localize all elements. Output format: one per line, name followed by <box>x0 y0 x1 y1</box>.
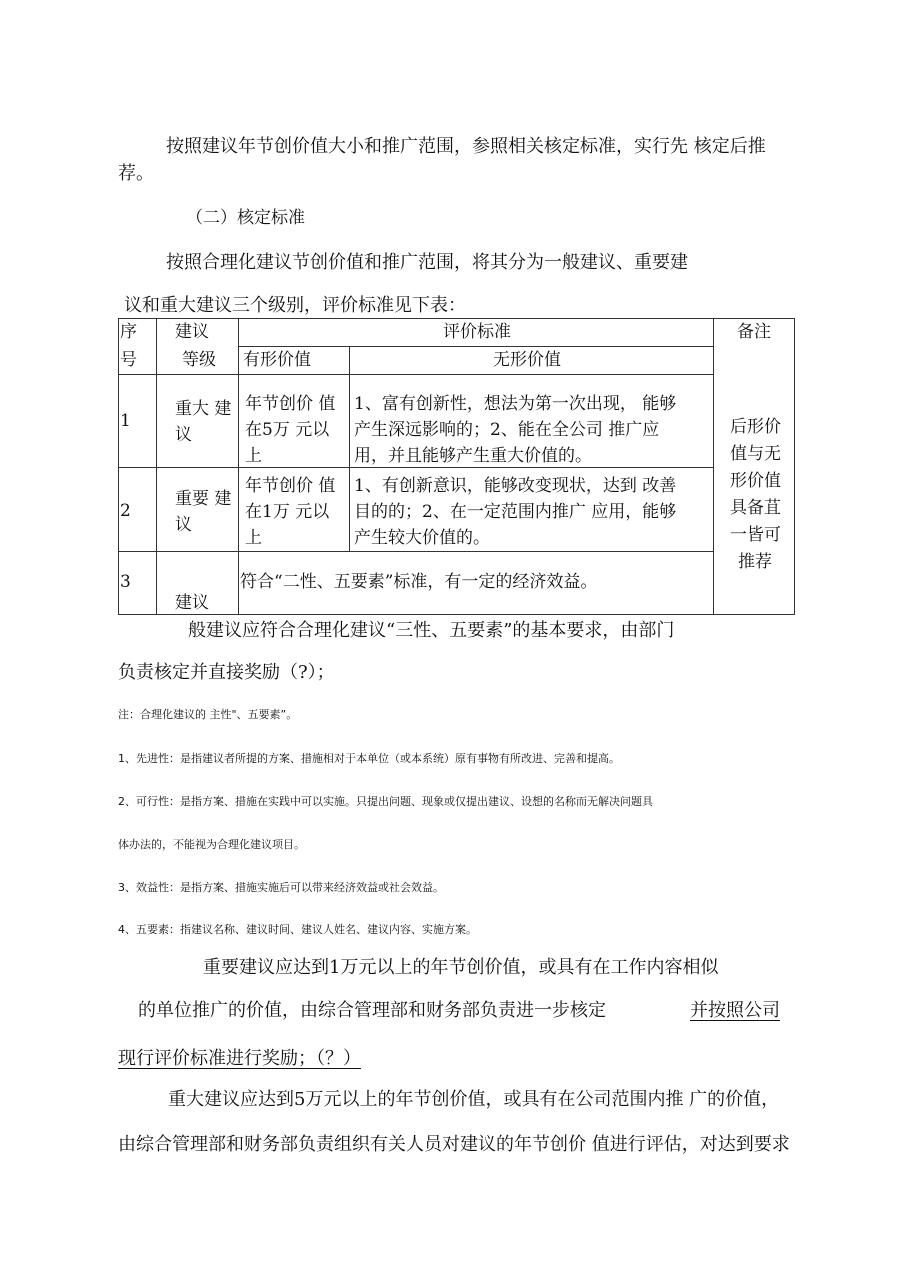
row2-tangible-1: 年节创价 值 <box>245 476 336 496</box>
remark-line-2: 值与无 <box>730 444 781 464</box>
header-remark: 备注 <box>737 322 771 342</box>
important-line-2-underlined: 并按照公司 <box>690 1000 780 1021</box>
row1-tangible-2: 在5万 元以 <box>245 420 330 440</box>
after-table-line-2: 负责核定并直接奖励（?）； <box>118 662 335 683</box>
para1-line-1: 按照合理化建议节创价值和推广范围，将其分为一般建议、重要建 <box>166 252 688 273</box>
row2-tangible-2: 在1万 元以 <box>245 502 330 522</box>
header-seq: 序 <box>120 322 137 342</box>
note-4: 4、五要素：指建议名称、建议时间、建议人姓名、建议内容、实施方案。 <box>118 923 477 936</box>
header-seq-2: 号 <box>120 350 137 370</box>
remark-line-6: 推荐 <box>738 552 772 572</box>
row2-intangible-2: 目的的；2、在一定范围内推广 应用，能够 <box>354 502 677 522</box>
notes-title: 注：合理化建议的 主性"、五要素”。 <box>118 708 298 721</box>
row2-tangible-3: 上 <box>245 528 262 548</box>
row3-merged-criteria: 符合“二性、五要素”标准，有一定的经济效益。 <box>240 572 598 592</box>
note-3: 3、效益性：是指方案、措施实施后可以带来经济效益或社会效益。 <box>118 881 444 894</box>
row3-seq: 3 <box>120 572 131 592</box>
row1-grade: 重大 建 <box>175 399 232 419</box>
remark-line-1: 后形价 <box>730 417 781 437</box>
row2-seq: 2 <box>120 501 131 521</box>
para1-line-2: 议和重大建议三个级别，评价标准见下表： <box>124 295 466 316</box>
header-intangible: 无形价值 <box>493 350 561 370</box>
header-grade: 建议 <box>175 322 209 342</box>
important-line-2: 的单位推广的价值，由综合管理部和财务部负责进一步核定 <box>138 1000 606 1021</box>
row3-grade: 建议 <box>175 593 209 613</box>
row1-seq: 1 <box>120 411 131 431</box>
remark-line-3: 形价值 <box>730 471 781 491</box>
row2-intangible-1: 1、有创新意识，能够改变现状，达到 改善 <box>354 476 677 496</box>
remark-line-5: 一皆可 <box>730 525 781 545</box>
row2-grade: 重要 建 <box>175 489 232 509</box>
note-2: 2、可行性：是指方案、措施在实践中可以实施。只提出问题、现象或仅提出建议、设想的名称而无解决问题具 <box>118 795 653 808</box>
header-tangible: 有形价值 <box>243 350 311 370</box>
row2-intangible-3: 产生较大价值的。 <box>354 528 490 548</box>
header-criteria: 评价标准 <box>443 322 511 342</box>
major-line-2: 由综合管理部和财务部负责组织有关人员对建议的年节创价 值进行评估，对达到要求 <box>118 1134 790 1155</box>
important-line-3-underlined: 现行评价标准进行奖励；（？） <box>118 1048 361 1069</box>
row1-intangible-2: 产生深远影响的；2、能在全公司 推广应 <box>354 420 660 440</box>
note-1: 1、先进性：是指建议者所提的方案、措施相对于本单位（或本系统）原有事物有所改进、完善和提高。 <box>118 752 620 765</box>
remark-line-4: 具备苴 <box>730 498 781 518</box>
row1-tangible-1: 年节创价 值 <box>245 394 336 414</box>
row2-grade-2: 议 <box>175 515 192 535</box>
row1-intangible-1: 1、富有创新性，想法为第一次出现， 能够 <box>354 394 677 414</box>
important-line-1: 重要建议应达到1万元以上的年节创价值，或具有在工作内容相似 <box>203 957 719 978</box>
major-line-1: 重大建议应达到5万元以上的年节创价值，或具有在公司范围内推 广的价值， <box>168 1089 780 1110</box>
row1-intangible-3: 用，并且能够产生重大价值的。 <box>354 446 592 466</box>
intro-line-2: 荐。 <box>118 163 154 184</box>
intro-line-1: 按照建议年节创价值大小和推广范围，参照相关核定标准，实行先 核定后推 <box>166 136 766 157</box>
section-title: （二）核定标准 <box>186 208 305 228</box>
row1-tangible-3: 上 <box>245 446 262 466</box>
note-2-cont: 体办法的，不能视为合理化建议项目。 <box>118 838 305 851</box>
row1-grade-2: 议 <box>175 425 192 445</box>
evaluation-table <box>118 318 795 615</box>
after-table-line-1: 般建议应符合合理化建议“三性、五要素”的基本要求，由部门 <box>188 620 675 641</box>
header-grade-2: 等级 <box>182 350 216 370</box>
